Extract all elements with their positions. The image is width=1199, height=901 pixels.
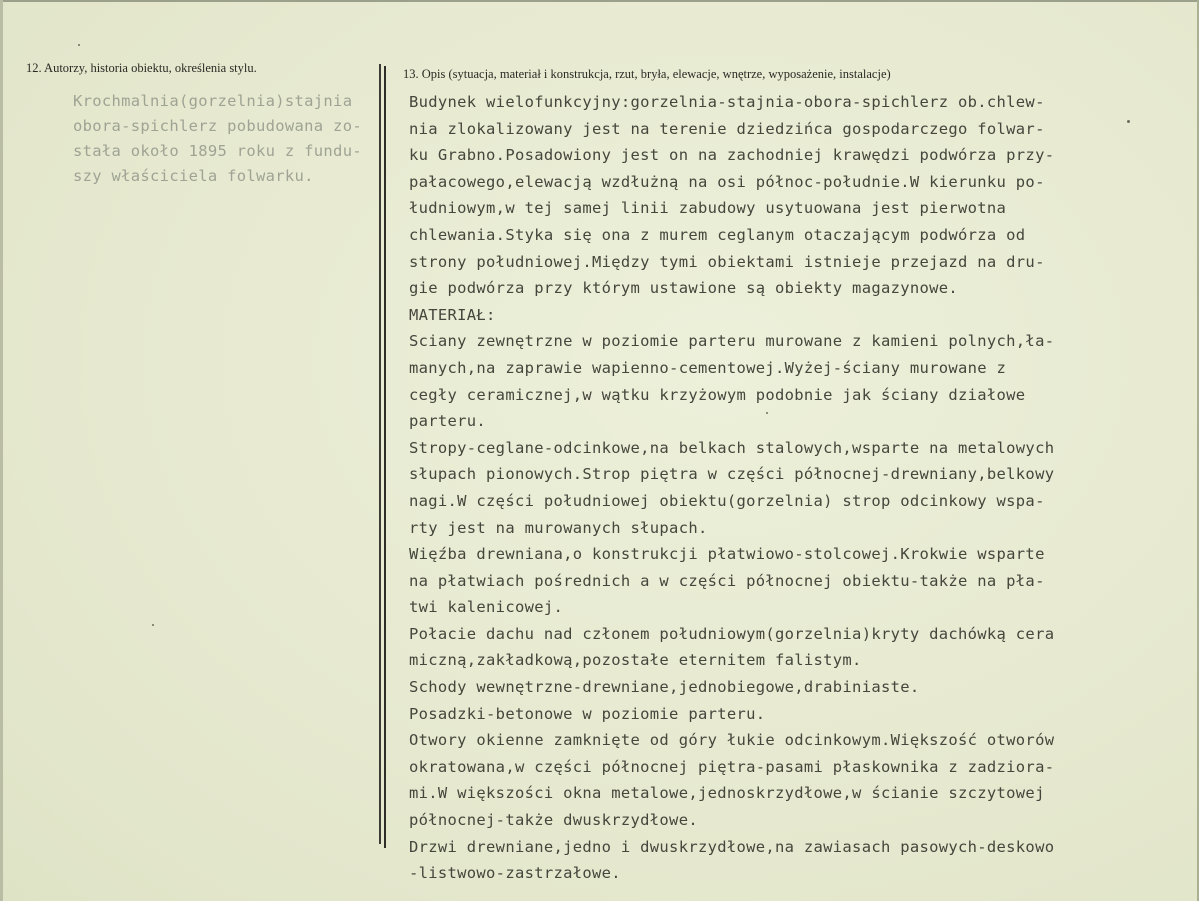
paper-speck bbox=[766, 412, 768, 414]
section-13-line: gie podwórza przy którym ustawione są obiekty magazynowe. bbox=[409, 279, 959, 298]
paper-speck bbox=[1127, 120, 1130, 123]
section-12-header: 12. Autorzy, historia obiektu, określenia stylu. bbox=[26, 61, 257, 75]
section-13-line: -listwowo-zastrzałowe. bbox=[409, 864, 621, 883]
section-13-line: parteru. bbox=[409, 412, 487, 431]
section-12-line: stała około 1895 roku z fundu- bbox=[73, 142, 362, 160]
section-13-line: słupach pionowych.Strop piętra w części północnej-drewniany,belkowy bbox=[409, 465, 1055, 484]
section-13-line: nia zlokalizowany jest na terenie dziedzińca gospodarczego folwar- bbox=[409, 119, 1045, 138]
column-divider-left bbox=[379, 64, 381, 844]
section-13-line: pałacowego,elewacją wzdłużną na osi północ-południe.W kierunku po- bbox=[409, 172, 1045, 191]
section-12-body bbox=[73, 89, 373, 189]
section-13-line: Posadzki-betonowe w poziomie parteru. bbox=[409, 704, 766, 723]
section-13-line: łudniowym,w tej samej linii zabudowy usytuowana jest pierwotna bbox=[409, 199, 1007, 218]
section-13-line: Więźba drewniana,o konstrukcji płatwiowo-stolcowej.Krokwie wsparte bbox=[409, 545, 1045, 564]
section-13-line: Budynek wielofunkcyjny:gorzelnia-stajnia-obora-spichlerz ob.chlew- bbox=[409, 93, 1045, 111]
section-13-line: na płatwiach pośrednich a w części północnej obiektu-także na pła- bbox=[409, 571, 1045, 590]
section-12-line: obora-spichlerz pobudowana zo- bbox=[73, 117, 362, 135]
section-13-line: Sciany zewnętrzne w poziomie parteru murowane z kamieni polnych,ła- bbox=[409, 332, 1055, 351]
section-13-line: miczną,zakładkową,pozostałe eternitem falistym. bbox=[409, 651, 862, 670]
section-13-line: MATERIAŁ: bbox=[409, 305, 496, 324]
section-13-line: Otwory okienne zamknięte od góry łukie odcinkowym.Większość otworów bbox=[409, 731, 1055, 750]
section-12-line: szy właściciela folwarku. bbox=[73, 167, 314, 185]
section-13-line: Drzwi drewniane,jedno i dwuskrzydłowe,na zawiasach pasowych-deskowo bbox=[409, 837, 1055, 856]
section-13-header: 13. Opis (sytuacja, materiał i konstrukcja, rzut, bryła, elewacje, wnętrze, wyposażenie, instalacje) bbox=[403, 67, 891, 81]
paper-speck bbox=[152, 624, 154, 626]
paper-speck bbox=[78, 44, 80, 46]
page-edge-left bbox=[0, 0, 3, 901]
section-13-line: ku Grabno.Posadowiony jest on na zachodniej krawędzi podwórza przy- bbox=[409, 146, 1055, 165]
section-13-line: północnej-także dwuskrzydłowe. bbox=[409, 811, 698, 830]
section-13-line: strony południowej.Między tymi obiektami istnieje przejazd na dru- bbox=[409, 252, 1045, 271]
section-13-body bbox=[409, 89, 1099, 887]
section-13-line: Połacie dachu nad członem południowym(gorzelnia)kryty dachówką cera bbox=[409, 624, 1055, 643]
section-13-line: Stropy-ceglane-odcinkowe,na belkach stalowych,wsparte na metalowych bbox=[409, 438, 1055, 457]
section-13-line: mi.W większości okna metalowe,jednoskrzydłowe,w ścianie szczytowej bbox=[409, 784, 1045, 803]
section-13-line: manych,na zaprawie wapienno-cementowej.Wyżej-ściany murowane z bbox=[409, 358, 1007, 377]
section-12-line: Krochmalnia(gorzelnia)stajnia bbox=[73, 92, 353, 110]
page-edge-top bbox=[0, 0, 1199, 2]
section-13-line: twi kalenicowej. bbox=[409, 598, 564, 617]
column-divider-right bbox=[384, 66, 386, 848]
section-13-line: cegły ceramicznej,w wątku krzyżowym podobnie jak ściany działowe bbox=[409, 385, 1026, 404]
section-13-line: chlewania.Styka się ona z murem ceglanym otaczającym podwórza od bbox=[409, 225, 1026, 244]
section-13-line: nagi.W części południowej obiektu(gorzelnia) strop odcinkowy wspa- bbox=[409, 491, 1045, 510]
section-13-line: Schody wewnętrzne-drewniane,jednobiegowe,drabiniaste. bbox=[409, 678, 920, 697]
section-13-line: okratowana,w części północnej piętra-pasami płaskownika z zadziora- bbox=[409, 757, 1055, 776]
section-13-line: rty jest na murowanych słupach. bbox=[409, 518, 708, 537]
